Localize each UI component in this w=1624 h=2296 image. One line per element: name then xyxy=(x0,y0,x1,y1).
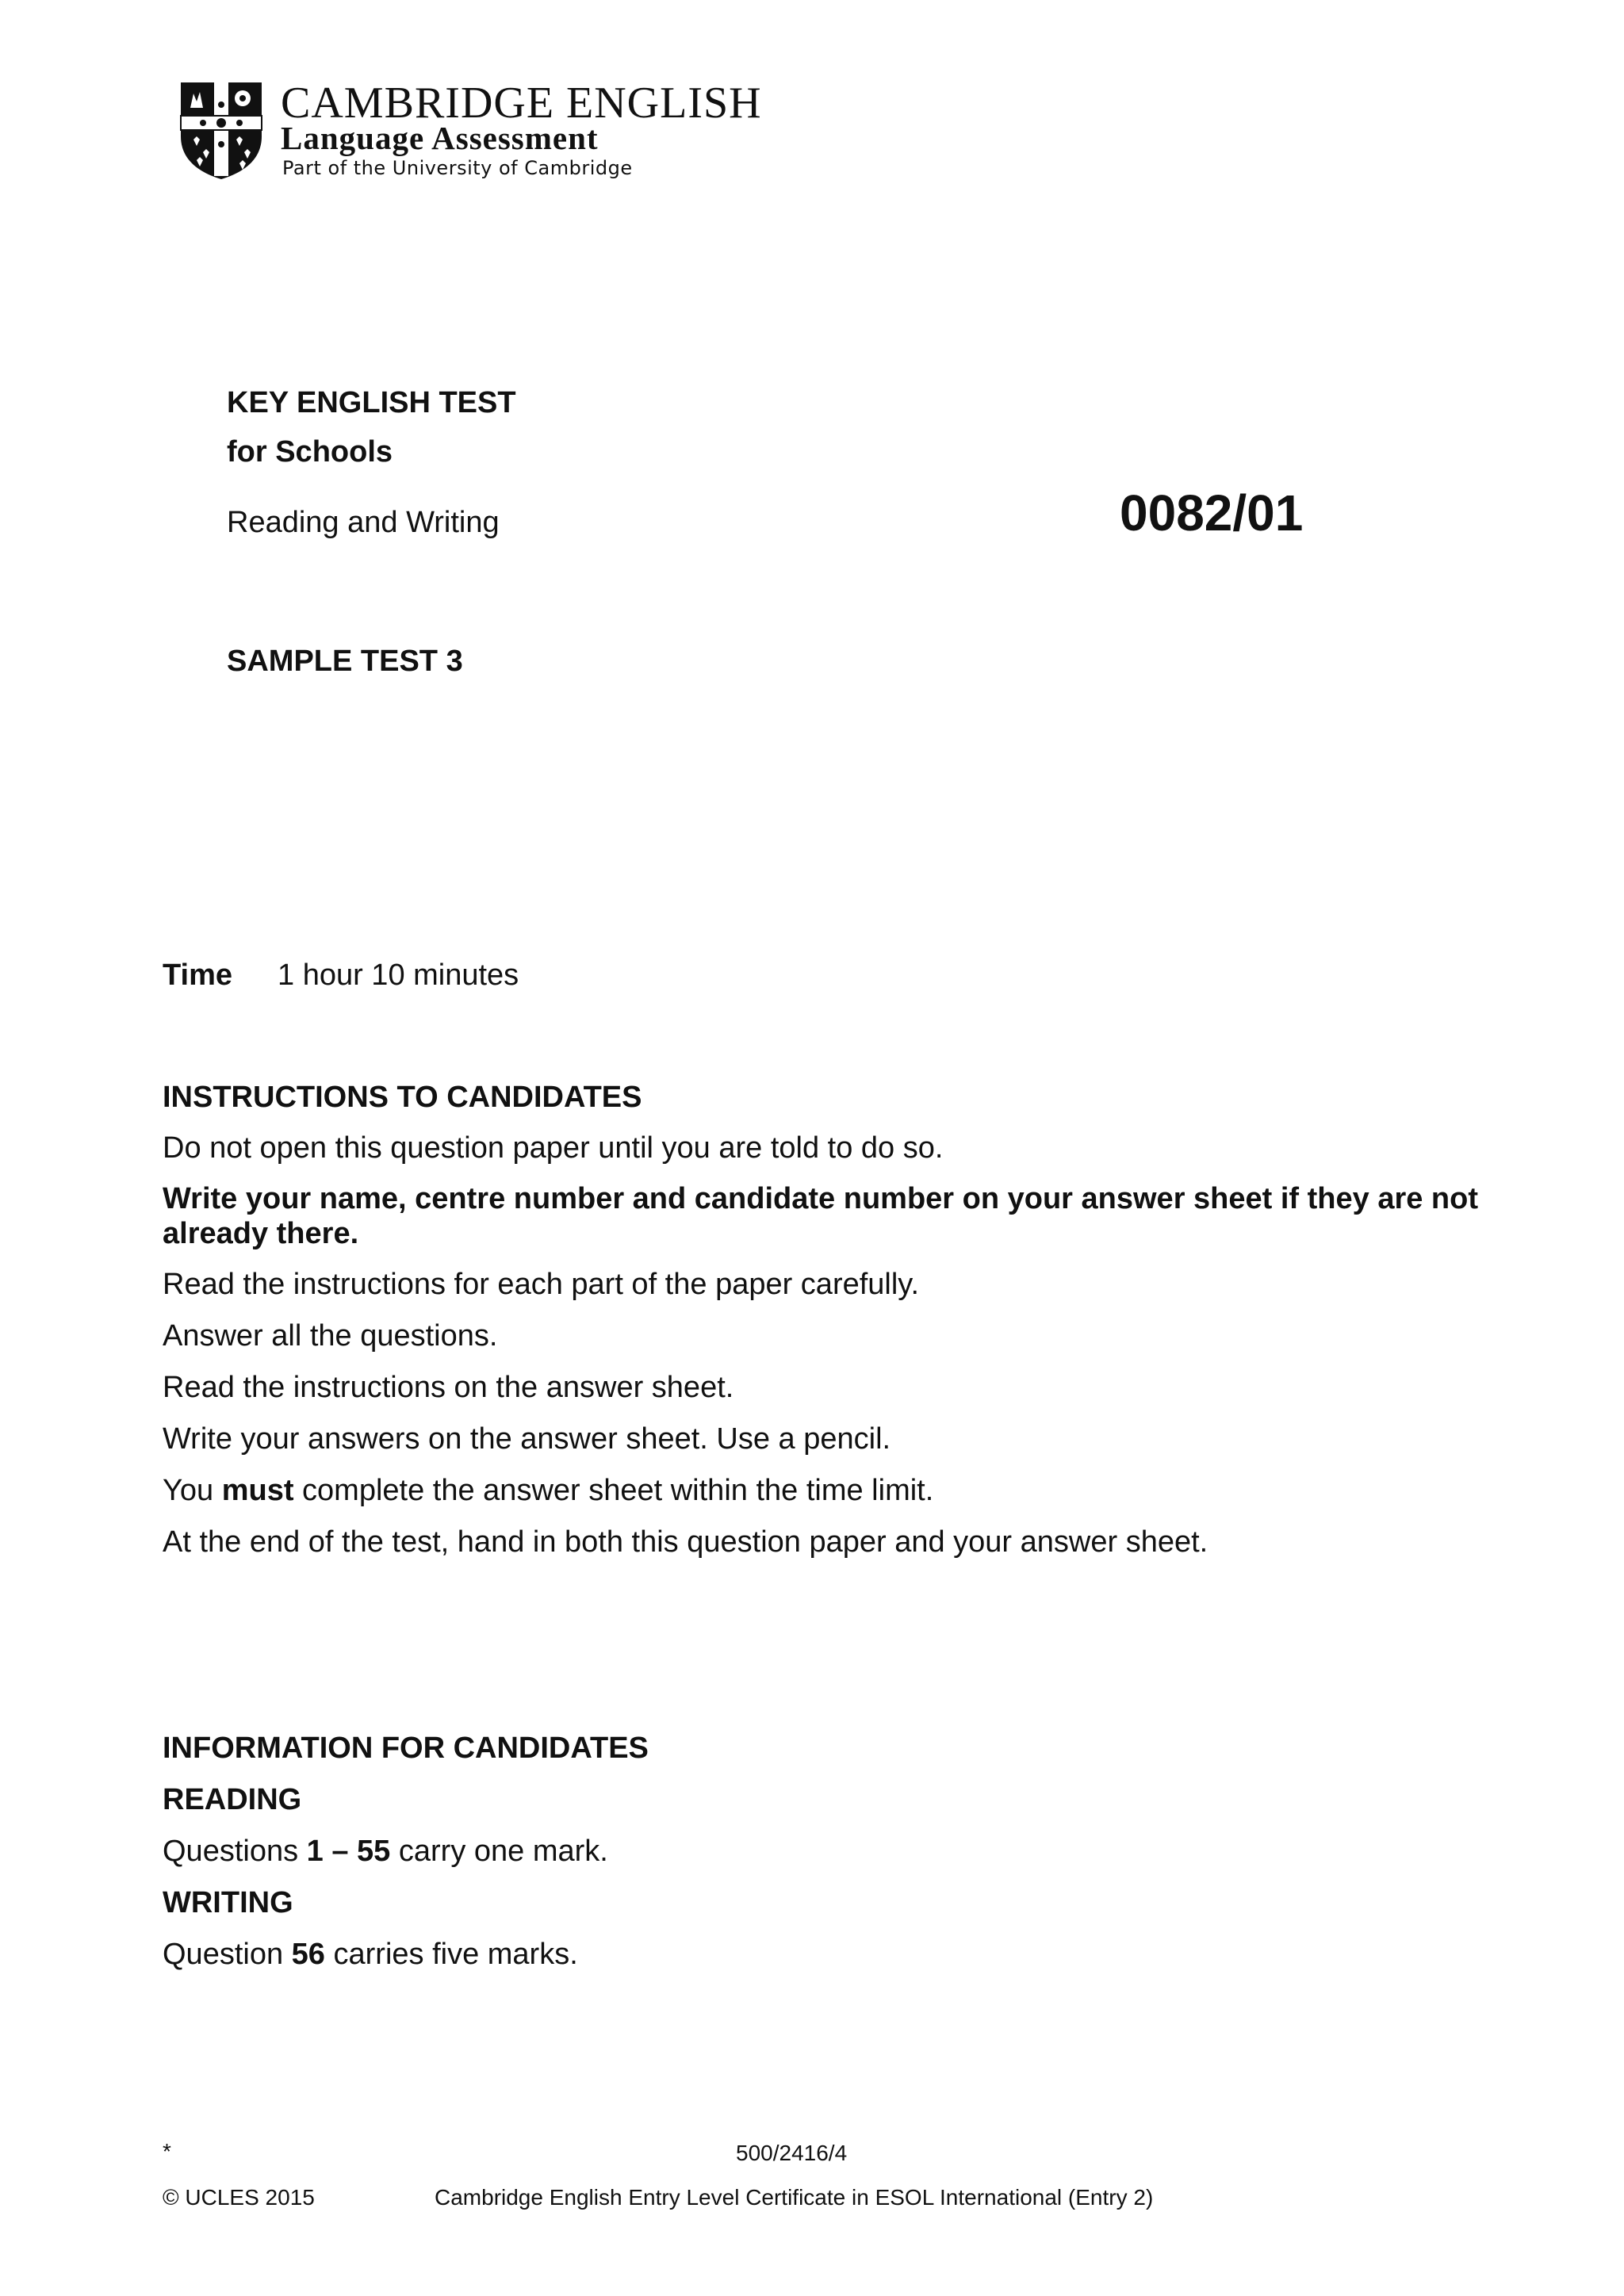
reading-text: Questions xyxy=(163,1835,307,1868)
footer-reference: 500/2416/4 xyxy=(736,2141,848,2165)
time-value: 1 hour 10 minutes xyxy=(278,959,519,992)
instruction-text: You xyxy=(163,1474,222,1507)
reading-marks xyxy=(163,1833,1495,1869)
paper-name: Reading and Writing xyxy=(227,506,500,539)
instructions-section xyxy=(163,1079,1495,1575)
writing-text: Question xyxy=(163,1938,292,1971)
logo-title: CAMBRIDGE ENGLISH xyxy=(281,78,762,128)
footer-certificate: Cambridge English Entry Level Certificate in ESOL International (Entry 2) xyxy=(435,2185,1154,2210)
instruction-line: Do not open this question paper until you are told to do so. xyxy=(163,1131,944,1165)
instruction-line xyxy=(163,1472,1495,1509)
test-subtitle: for Schools xyxy=(227,435,393,469)
information-section xyxy=(163,1730,1495,1988)
instruction-line: Read the instructions for each part of the paper carefully. xyxy=(163,1268,920,1301)
logo-subtitle: Language Assessment xyxy=(281,120,599,156)
instruction-line: Write your answers on the answer sheet. Use a pencil. xyxy=(163,1422,891,1456)
footer-star: * xyxy=(163,2139,171,2164)
writing-text: carries five marks. xyxy=(324,1938,578,1971)
time-label: Time xyxy=(163,959,233,992)
instruction-line-bold: Write your name, centre number and candidate number on your answer sheet if they are not already there. xyxy=(163,1182,1479,1250)
information-heading: INFORMATION FOR CANDIDATES xyxy=(163,1732,649,1765)
writing-marks xyxy=(163,1936,1495,1973)
reading-heading: READING xyxy=(163,1783,302,1816)
logo-part-of: Part of the University of Cambridge xyxy=(282,157,633,179)
instructions-heading: INSTRUCTIONS TO CANDIDATES xyxy=(163,1081,642,1114)
instruction-line: At the end of the test, hand in both this question paper and your answer sheet. xyxy=(163,1525,1208,1559)
footer-copyright: © UCLES 2015 xyxy=(163,2185,315,2210)
instruction-emphasis: must xyxy=(221,1474,294,1507)
sample-test-label: SAMPLE TEST 3 xyxy=(227,645,463,678)
writing-question: 56 xyxy=(291,1938,325,1971)
logo xyxy=(179,79,814,184)
instruction-line: Answer all the questions. xyxy=(163,1319,498,1353)
reading-text: carry one mark. xyxy=(390,1835,608,1868)
university-crest-icon xyxy=(179,81,263,181)
paper-code: 0082/01 xyxy=(1120,484,1304,541)
instruction-line: Read the instructions on the answer sheet. xyxy=(163,1371,734,1404)
writing-heading: WRITING xyxy=(163,1886,293,1919)
reading-range: 1 – 55 xyxy=(306,1835,391,1868)
test-name: KEY ENGLISH TEST xyxy=(227,386,516,419)
instruction-text: complete the answer sheet within the time limit. xyxy=(293,1474,934,1507)
